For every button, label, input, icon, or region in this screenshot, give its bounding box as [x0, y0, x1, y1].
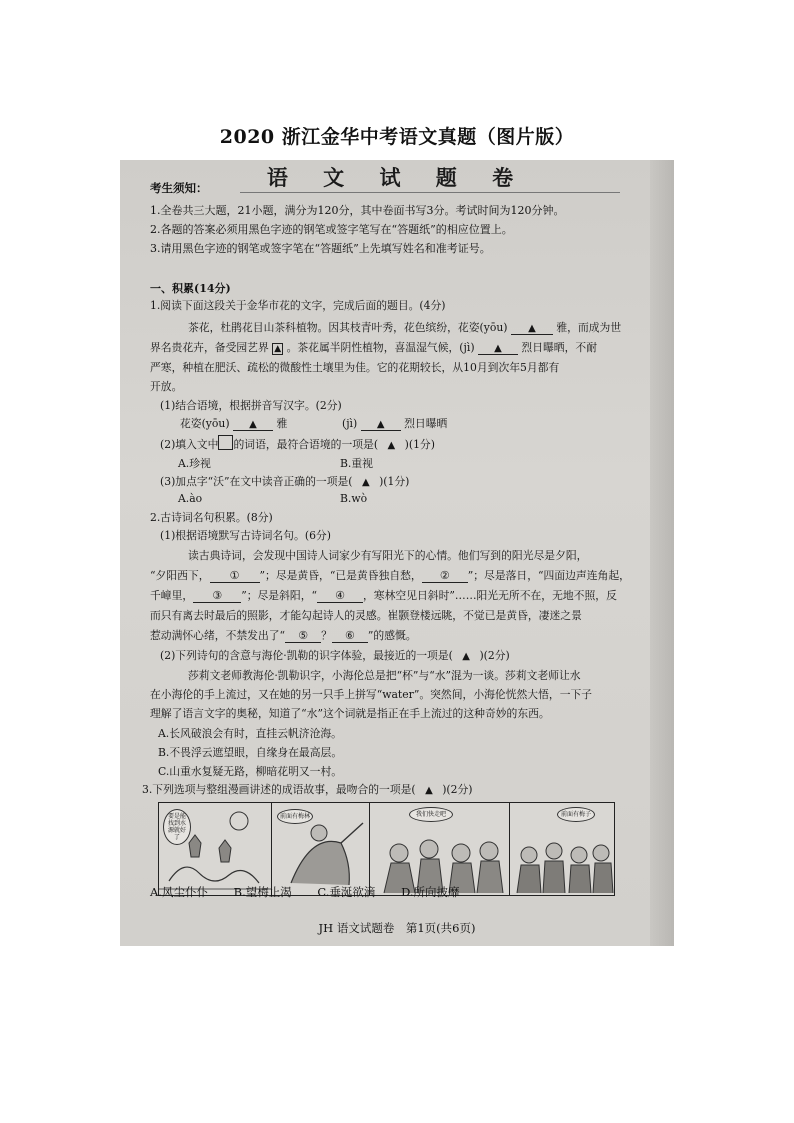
comic-panel-1: [159, 803, 272, 895]
speech-bubble: 前面有梅林: [277, 809, 313, 824]
q2-passage-line: “夕阳西下， ① ”；尽是黄昏，“已是黄昏独自愁， ② ”；尽是落日，“四面边声连角起，: [150, 569, 630, 582]
answer-marker: ▲: [387, 440, 396, 451]
q1-sub2-option-a: A.珍视: [178, 457, 211, 470]
instruction-2: 2.各题的答案必须用黑色字迹的钢笔或签字笔写在“答题纸”的相应位置上。: [150, 223, 513, 236]
answer-marker: ▲: [425, 785, 433, 796]
q3-option-d: D.所向披靡: [401, 885, 460, 899]
q2-sub2: (2)下列诗句的含意与海伦·凯勒的识字体验，最接近的一项是( ▲ )(2分): [160, 649, 510, 662]
title-rule: [240, 192, 620, 193]
answer-box-marker: ▲: [274, 344, 282, 354]
q2-passage-line: 惹动满怀心绪，不禁发出了“ ⑤ ？ ⑥ ”的感慨。: [150, 629, 417, 642]
q1-passage-line: 界名贵花卉，备受园艺界 ▲ 。茶花属半阴性植物，喜温湿气候，(jì) ▲ 烈日曝晒，不耐: [150, 341, 597, 354]
q1-passage-line: 严寒，种植在肥沃、疏松的微酸性土壤里为佳。它的花期较长，从10月到次年5月都有: [150, 361, 560, 374]
q2-option-c: C.山重水复疑无路，柳暗花明又一村。: [158, 765, 343, 778]
q2-option-a: A.长风破浪会有时，直挂云帆济沧海。: [158, 727, 342, 740]
instruction-1: 1.全卷共三大题，21小题，满分为120分，其中卷面书写3分。考试时间为120分钟。: [150, 204, 565, 217]
q1-sub2-option-b: B.重视: [340, 457, 373, 470]
q1-sub1-item-a: 花姿(yōu) ▲ 雅: [180, 417, 288, 430]
answer-marker: ▲: [462, 651, 470, 662]
q1-sub1: (1)结合语境，根据拼音写汉字。(2分): [160, 399, 342, 412]
answer-marker: ▲: [528, 323, 536, 334]
comic-strip: [158, 802, 615, 896]
page-footer: JH 语文试题卷 第1页(共6页): [318, 921, 476, 935]
q1-passage-line: 开放。: [150, 380, 183, 393]
answer-marker: ▲: [249, 419, 257, 430]
page-title: 2020 浙江金华中考语文真题（图片版）: [219, 126, 575, 148]
q2-passage-line: 千嶂里， ③ ”；尽是斜阳，“ ④ ，寒林空见日斜时”……阳光无所不在，无地不照，反: [150, 589, 617, 602]
q2-stem: 2.古诗词名句积累。(8分): [150, 511, 273, 524]
blank-box: [218, 435, 233, 450]
paper-edge: [650, 160, 674, 946]
section-1-heading: 一、积累(14分): [150, 282, 231, 295]
q1-passage-line: 茶花，杜鹃花目山茶科植物。因其枝青叶秀，花色缤纷，花姿(yōu) ▲ 雅，而成为世: [188, 321, 622, 334]
speech-bubble: 要是能找到水源就好了: [163, 809, 191, 845]
q2-passage-line: 读古典诗词，会发现中国诗人词家少有写阳光下的心情。他们写到的阳光尽是夕阳，: [188, 549, 588, 562]
speech-bubble: 前面有梅子: [557, 807, 595, 822]
q1-sub3: (3)加点字“沃”在文中读音正确的一项是( ▲ )(1分): [160, 475, 410, 488]
q2-material-line: 在小海伦的手上流过，又在她的另一只手上拼写“water”。突然间，小海伦恍然大悟，一下子: [150, 688, 593, 701]
comic-panel-4: [509, 803, 614, 895]
q3-option-a: A.风尘仆仆: [150, 885, 208, 899]
notice-heading: 考生须知：: [150, 181, 208, 195]
q1-sub1-item-b: (jì) ▲ 烈日曝晒: [342, 417, 448, 430]
q2-sub1: (1)根据语境默写古诗词名句。(6分): [160, 529, 331, 542]
exam-photo: [120, 160, 674, 946]
q3-option-c: C.垂涎欲滴: [317, 885, 376, 899]
q2-material-line: 理解了语言文字的奥秘，知道了“水”这个词就是指正在手上流过的这种奇妙的东西。: [150, 707, 550, 720]
q3-option-b: B.望梅止渴: [233, 885, 292, 899]
q1-sub3-option-a: A.ào: [178, 492, 203, 505]
q2-material-line: 莎莉文老师教海伦·凯勒识字，小海伦总是把“杯”与“水”混为一谈。莎莉文老师让水: [188, 669, 581, 682]
q1-sub2: (2)填入文中 的词语，最符合语境的一项是( ▲ )(1分): [160, 435, 435, 452]
q3-options: [150, 884, 482, 900]
q1-stem: 1.阅读下面这段关于金华市花的文字，完成后面的题目。(4分): [150, 299, 446, 312]
answer-marker: ▲: [494, 343, 502, 354]
answer-marker: ▲: [361, 477, 370, 488]
comic-panel-2: [271, 803, 370, 895]
q1-sub3-option-b: B.wò: [340, 492, 368, 505]
exam-title: 语 文 试 题 卷: [266, 165, 528, 190]
q3-stem: 3.下列选项与整组漫画讲述的成语故事，最吻合的一项是( ▲ )(2分): [142, 783, 473, 796]
q2-option-b: B.不畏浮云遮望眼，自缘身在最高层。: [158, 746, 343, 759]
q2-passage-line: 而只有离去时最后的照影，才能勾起诗人的灵感。崔颢登楼远眺，不觉已是黄昏，凄迷之景: [150, 609, 582, 622]
instruction-3: 3.请用黑色字迹的钢笔或签字笔在“答题纸”上先填写姓名和准考证号。: [150, 242, 491, 255]
speech-bubble: 我们快走吧: [409, 807, 453, 822]
answer-marker: ▲: [376, 419, 385, 430]
comic-panel-3: [369, 803, 510, 895]
